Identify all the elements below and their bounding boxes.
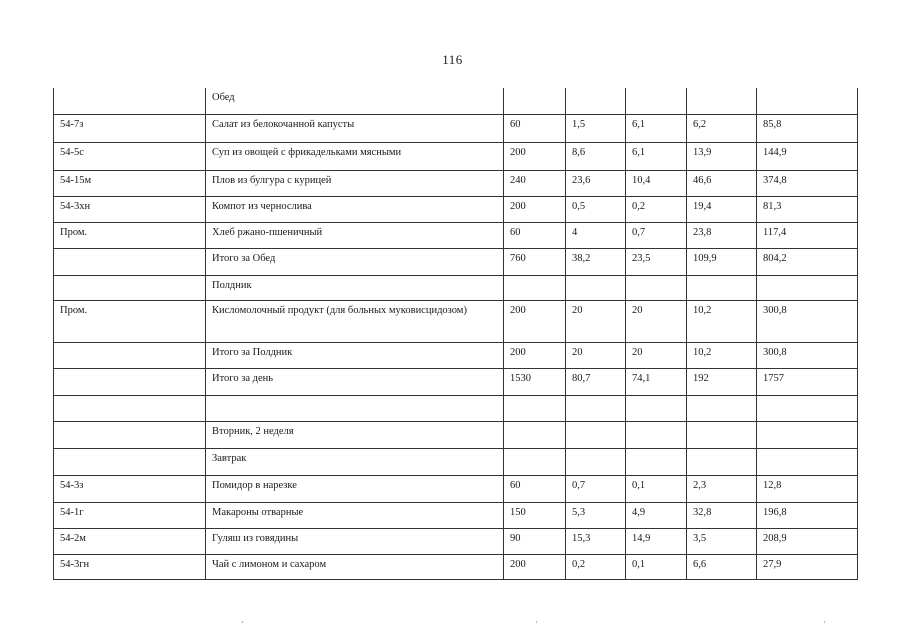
- fat-g-cell: 6,1: [626, 142, 687, 170]
- carbs-g-cell: [687, 395, 757, 421]
- table-row: [54, 368, 858, 395]
- energy-kcal-cell: 196,8: [757, 502, 858, 528]
- mass-g-cell: [504, 395, 566, 421]
- carbs-g-cell: 192: [687, 368, 757, 395]
- mass-g-cell: 200: [504, 142, 566, 170]
- scan-mark: ˊ: [535, 620, 538, 630]
- fat-g-cell: [626, 395, 687, 421]
- mass-g-cell: 60: [504, 475, 566, 502]
- table-row: [54, 170, 858, 196]
- carbs-g-cell: [687, 275, 757, 300]
- scan-mark: ˊ: [241, 620, 244, 630]
- energy-kcal-cell: [757, 395, 858, 421]
- table-row: [54, 196, 858, 222]
- energy-kcal-cell: [757, 275, 858, 300]
- table-row: [54, 502, 858, 528]
- scan-mark: ˊ: [823, 620, 826, 630]
- mass-g-cell: [504, 421, 566, 448]
- dish-name-cell: Гуляш из говядины: [206, 528, 504, 554]
- carbs-g-cell: 10,2: [687, 342, 757, 368]
- fat-g-cell: 10,4: [626, 170, 687, 196]
- dish-code-cell: 54-1г: [54, 502, 206, 528]
- table-row: [54, 421, 858, 448]
- mass-g-cell: 90: [504, 528, 566, 554]
- energy-kcal-cell: 300,8: [757, 300, 858, 342]
- dish-name-cell: Салат из белокочанной капусты: [206, 114, 504, 142]
- fat-g-cell: 6,1: [626, 114, 687, 142]
- table-row: [54, 222, 858, 248]
- energy-kcal-cell: 374,8: [757, 170, 858, 196]
- energy-kcal-cell: 804,2: [757, 248, 858, 275]
- carbs-g-cell: 2,3: [687, 475, 757, 502]
- fat-g-cell: [626, 275, 687, 300]
- dish-name-cell: Помидор в нарезке: [206, 475, 504, 502]
- protein-g-cell: 4: [566, 222, 626, 248]
- protein-g-cell: 0,7: [566, 475, 626, 502]
- mass-g-cell: 760: [504, 248, 566, 275]
- protein-g-cell: 15,3: [566, 528, 626, 554]
- table-row: [54, 275, 858, 300]
- dish-name-cell: Суп из овощей с фрикадельками мясными: [206, 142, 504, 170]
- fat-g-cell: 4,9: [626, 502, 687, 528]
- dish-name-cell: Завтрак: [206, 448, 504, 475]
- dish-code-cell: 54-15м: [54, 170, 206, 196]
- table-row: [54, 248, 858, 275]
- mass-g-cell: 60: [504, 114, 566, 142]
- dish-code-cell: 54-3гн: [54, 554, 206, 579]
- fat-g-cell: [626, 88, 687, 114]
- energy-kcal-cell: 208,9: [757, 528, 858, 554]
- carbs-g-cell: [687, 88, 757, 114]
- table-row: [54, 395, 858, 421]
- table-row: [54, 114, 858, 142]
- table-row: [54, 475, 858, 502]
- protein-g-cell: 0,2: [566, 554, 626, 579]
- carbs-g-cell: 6,6: [687, 554, 757, 579]
- dish-code-cell: 54-3з: [54, 475, 206, 502]
- mass-g-cell: 200: [504, 300, 566, 342]
- energy-kcal-cell: 81,3: [757, 196, 858, 222]
- page-number: 116: [442, 52, 463, 67]
- dish-code-cell: 54-5с: [54, 142, 206, 170]
- fat-g-cell: 20: [626, 342, 687, 368]
- dish-code-cell: [54, 421, 206, 448]
- dish-name-cell: Макароны отварные: [206, 502, 504, 528]
- mass-g-cell: 1530: [504, 368, 566, 395]
- dish-name-cell: Итого за Обед: [206, 248, 504, 275]
- dish-code-cell: [54, 395, 206, 421]
- menu-table-body: [54, 88, 858, 579]
- fat-g-cell: 14,9: [626, 528, 687, 554]
- fat-g-cell: 0,1: [626, 554, 687, 579]
- protein-g-cell: 23,6: [566, 170, 626, 196]
- dish-code-cell: [54, 448, 206, 475]
- mass-g-cell: 200: [504, 196, 566, 222]
- dish-name-cell: Полдник: [206, 275, 504, 300]
- carbs-g-cell: 13,9: [687, 142, 757, 170]
- mass-g-cell: 150: [504, 502, 566, 528]
- energy-kcal-cell: [757, 448, 858, 475]
- protein-g-cell: 38,2: [566, 248, 626, 275]
- table-row: [54, 554, 858, 579]
- dish-name-cell: Итого за Полдник: [206, 342, 504, 368]
- mass-g-cell: 240: [504, 170, 566, 196]
- carbs-g-cell: 23,8: [687, 222, 757, 248]
- energy-kcal-cell: 27,9: [757, 554, 858, 579]
- protein-g-cell: [566, 275, 626, 300]
- dish-code-cell: 54-7з: [54, 114, 206, 142]
- carbs-g-cell: 6,2: [687, 114, 757, 142]
- protein-g-cell: [566, 88, 626, 114]
- dish-name-cell: Хлеб ржано-пшеничный: [206, 222, 504, 248]
- protein-g-cell: 1,5: [566, 114, 626, 142]
- table-row: [54, 88, 858, 114]
- dish-code-cell: [54, 275, 206, 300]
- protein-g-cell: 20: [566, 342, 626, 368]
- dish-code-cell: Пром.: [54, 222, 206, 248]
- dish-name-cell: Вторник, 2 неделя: [206, 421, 504, 448]
- carbs-g-cell: 10,2: [687, 300, 757, 342]
- protein-g-cell: 0,5: [566, 196, 626, 222]
- mass-g-cell: 200: [504, 342, 566, 368]
- dish-name-cell: [206, 395, 504, 421]
- dish-code-cell: [54, 368, 206, 395]
- protein-g-cell: 20: [566, 300, 626, 342]
- fat-g-cell: 74,1: [626, 368, 687, 395]
- carbs-g-cell: 3,5: [687, 528, 757, 554]
- table-row: [54, 300, 858, 342]
- fat-g-cell: 23,5: [626, 248, 687, 275]
- energy-kcal-cell: 85,8: [757, 114, 858, 142]
- energy-kcal-cell: 117,4: [757, 222, 858, 248]
- carbs-g-cell: [687, 448, 757, 475]
- mass-g-cell: [504, 275, 566, 300]
- fat-g-cell: 0,2: [626, 196, 687, 222]
- fat-g-cell: [626, 421, 687, 448]
- energy-kcal-cell: 1757: [757, 368, 858, 395]
- carbs-g-cell: 19,4: [687, 196, 757, 222]
- energy-kcal-cell: 12,8: [757, 475, 858, 502]
- protein-g-cell: [566, 421, 626, 448]
- protein-g-cell: 80,7: [566, 368, 626, 395]
- mass-g-cell: 200: [504, 554, 566, 579]
- menu-table: [53, 88, 858, 580]
- dish-name-cell: Плов из булгура с курицей: [206, 170, 504, 196]
- fat-g-cell: 0,7: [626, 222, 687, 248]
- mass-g-cell: [504, 448, 566, 475]
- mass-g-cell: 60: [504, 222, 566, 248]
- dish-name-cell: Итого за день: [206, 368, 504, 395]
- protein-g-cell: [566, 448, 626, 475]
- carbs-g-cell: [687, 421, 757, 448]
- carbs-g-cell: 32,8: [687, 502, 757, 528]
- fat-g-cell: [626, 448, 687, 475]
- table-row: [54, 342, 858, 368]
- fat-g-cell: 20: [626, 300, 687, 342]
- protein-g-cell: 8,6: [566, 142, 626, 170]
- dish-name-cell: Кисломолочный продукт (для больных муковисцидозом): [206, 300, 504, 342]
- energy-kcal-cell: [757, 88, 858, 114]
- dish-name-cell: Компот из чернослива: [206, 196, 504, 222]
- dish-code-cell: [54, 248, 206, 275]
- dish-name-cell: Чай с лимоном и сахаром: [206, 554, 504, 579]
- mass-g-cell: [504, 88, 566, 114]
- carbs-g-cell: 46,6: [687, 170, 757, 196]
- energy-kcal-cell: 144,9: [757, 142, 858, 170]
- protein-g-cell: 5,3: [566, 502, 626, 528]
- energy-kcal-cell: [757, 421, 858, 448]
- protein-g-cell: [566, 395, 626, 421]
- dish-code-cell: Пром.: [54, 300, 206, 342]
- dish-code-cell: [54, 342, 206, 368]
- energy-kcal-cell: 300,8: [757, 342, 858, 368]
- table-row: [54, 528, 858, 554]
- carbs-g-cell: 109,9: [687, 248, 757, 275]
- dish-code-cell: 54-2м: [54, 528, 206, 554]
- dish-name-cell: Обед: [206, 88, 504, 114]
- table-row: [54, 448, 858, 475]
- fat-g-cell: 0,1: [626, 475, 687, 502]
- dish-code-cell: [54, 88, 206, 114]
- dish-code-cell: 54-3хн: [54, 196, 206, 222]
- table-row: [54, 142, 858, 170]
